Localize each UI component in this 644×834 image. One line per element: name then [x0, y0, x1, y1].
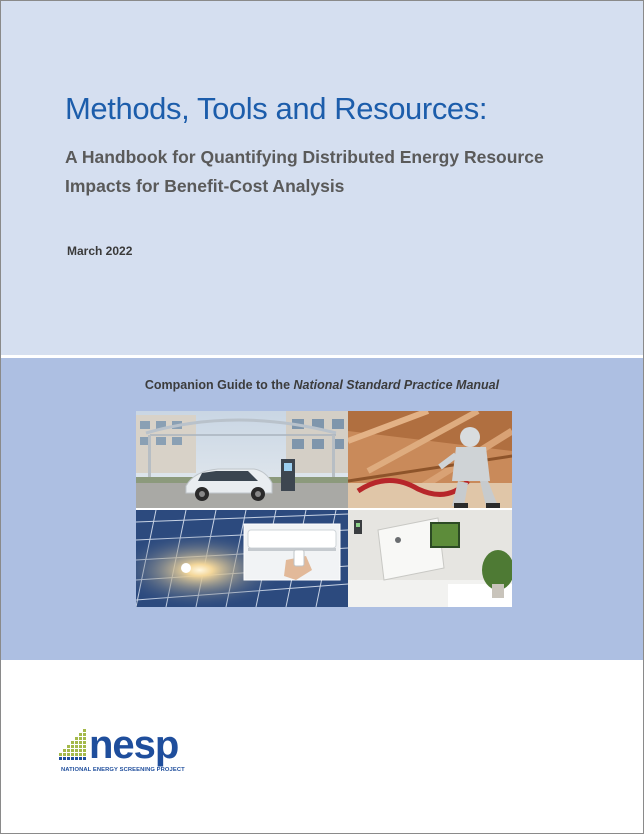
subtitle-line-2: Impacts for Benefit-Cost Analysis — [65, 176, 345, 196]
nesp-logo-mark-icon — [59, 727, 89, 765]
home-battery-photo — [348, 510, 512, 607]
attic-insulation-photo — [348, 411, 512, 508]
nesp-tagline: NATIONAL ENERGY SCREENING PROJECT — [61, 767, 185, 773]
solar-panels-photo — [136, 510, 348, 607]
document-subtitle — [65, 143, 605, 201]
document-title: Methods, Tools and Resources: — [65, 91, 488, 126]
subtitle-line-1: A Handbook for Quantifying Distributed Energy Resource — [65, 147, 544, 167]
nesp-logo — [59, 723, 199, 783]
cover-image-band — [1, 358, 643, 660]
electric-vehicle-charging-photo — [136, 411, 348, 508]
cover-header-band — [1, 1, 643, 355]
nesp-wordmark: nesp — [89, 723, 179, 767]
publication-date: March 2022 — [67, 244, 133, 258]
companion-guide-line — [1, 378, 643, 392]
companion-manual-title: National Standard Practice Manual — [293, 378, 500, 392]
companion-prefix: Companion Guide to the — [144, 378, 294, 392]
photo-collage — [136, 411, 512, 607]
